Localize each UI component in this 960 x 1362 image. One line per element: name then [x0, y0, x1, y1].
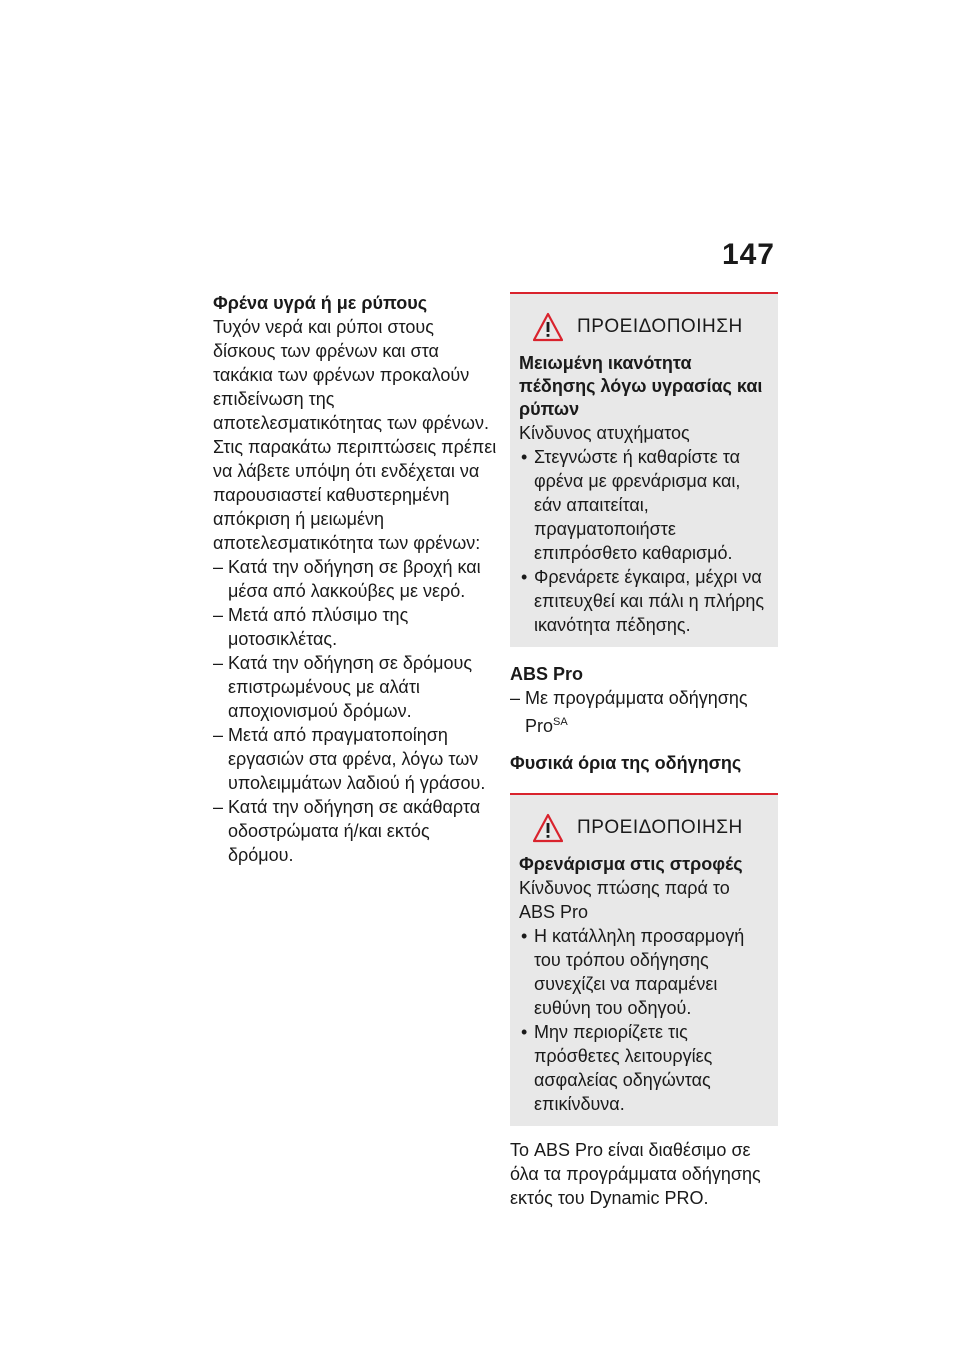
list-item: • Στεγνώστε ή καθαρίστε τα φρένα με φρενάρισμα και, εάν απαιτείται, πραγματοποιήστε επιπρόσθετο καθαρισμό.: [519, 445, 769, 565]
list-item: • Φρενάρετε έγκαιρα, μέχρι να επιτευχθεί και πάλι η πλήρης ικανότητα πέδησης.: [519, 565, 769, 637]
intro-paragraph: Τυχόν νερά και ρύποι στους δίσκους των φρένων και στα τακάκια των φρένων προκαλούν επιδείνωση της αποτελεσματικότητας των φρένων.: [213, 317, 489, 433]
warning-triangle-icon: [533, 312, 563, 342]
list-item: • Η κατάλληλη προσαρμογή του τρόπου οδήγησης συνεχίζει να παραμένει ευθύνη του οδηγού.: [519, 924, 769, 1020]
sa-superscript: SA: [553, 716, 568, 728]
warning-risk: Κίνδυνος ατυχήματος: [519, 423, 690, 443]
list-item: • Μην περιορίζετε τις πρόσθετες λειτουργίες ασφαλείας οδηγώντας επικίνδυνα.: [519, 1020, 769, 1116]
warning-heading: Μειωμένη ικανότητα πέδησης λόγω υγρασίας και ρύπων: [519, 353, 763, 419]
warning-title: ΠΡΟΕΙΔΟΠΟΙΗΣΗ: [577, 316, 743, 337]
driving-limits-heading: Φυσικά όρια της οδήγησης: [510, 753, 742, 773]
list-item: – Μετά από πραγματοποίηση εργασιών στα φρένα, λόγω των υπολειμμάτων λαδιού ή γράσου.: [213, 723, 498, 795]
warning-box-cornering: [510, 793, 778, 1126]
abs-pro-list: [510, 686, 778, 738]
abs-pro-item-text: Με προγράμματα οδήγησης Pro: [525, 688, 748, 736]
abs-pro-availability-note: Το ABS Pro είναι διαθέσιμο σε όλα τα προγράμματα οδήγησης εκτός του Dynamic PRO.: [510, 1140, 761, 1208]
warning-heading: Φρενάρισμα στις στροφές: [519, 854, 743, 874]
warning-title-row: [519, 312, 769, 342]
page-number: 147: [721, 238, 775, 271]
warning-title-row: [519, 813, 769, 843]
cases-list: [213, 555, 498, 867]
warning-risk: Κίνδυνος πτώσης παρά το ABS Pro: [519, 878, 730, 922]
warning-triangle-icon: [533, 813, 563, 843]
right-column: [510, 292, 778, 1210]
warning-box-moisture: [510, 292, 778, 647]
warning-actions-list: [519, 445, 769, 637]
warning-title: ΠΡΟΕΙΔΟΠΟΙΗΣΗ: [577, 817, 743, 838]
list-item: – Κατά την οδήγηση σε δρόμους επιστρωμένους με αλάτι αποχιονισμού δρόμων.: [213, 651, 498, 723]
cases-intro-paragraph: Στις παρακάτω περιπτώσεις πρέπει να λάβετε υπόψη ότι ενδέχεται να παρουσιαστεί καθυστερημένη απόκριση ή μειωμένη αποτελεσματικότητα των φρένων:: [213, 437, 497, 553]
list-item: [510, 686, 778, 738]
list-item: – Μετά από πλύσιμο της μοτοσικλέτας.: [213, 603, 498, 651]
abs-pro-title: ABS Pro: [510, 664, 584, 684]
left-column: [213, 292, 498, 867]
warning-actions-list: [519, 924, 769, 1116]
section-heading-wet-brakes: Φρένα υγρά ή με ρύπους: [213, 293, 428, 313]
list-item: – Κατά την οδήγηση σε ακάθαρτα οδοστρώματα ή/και εκτός δρόμου.: [213, 795, 498, 867]
list-item: – Κατά την οδήγηση σε βροχή και μέσα από λακκούβες με νερό.: [213, 555, 498, 603]
